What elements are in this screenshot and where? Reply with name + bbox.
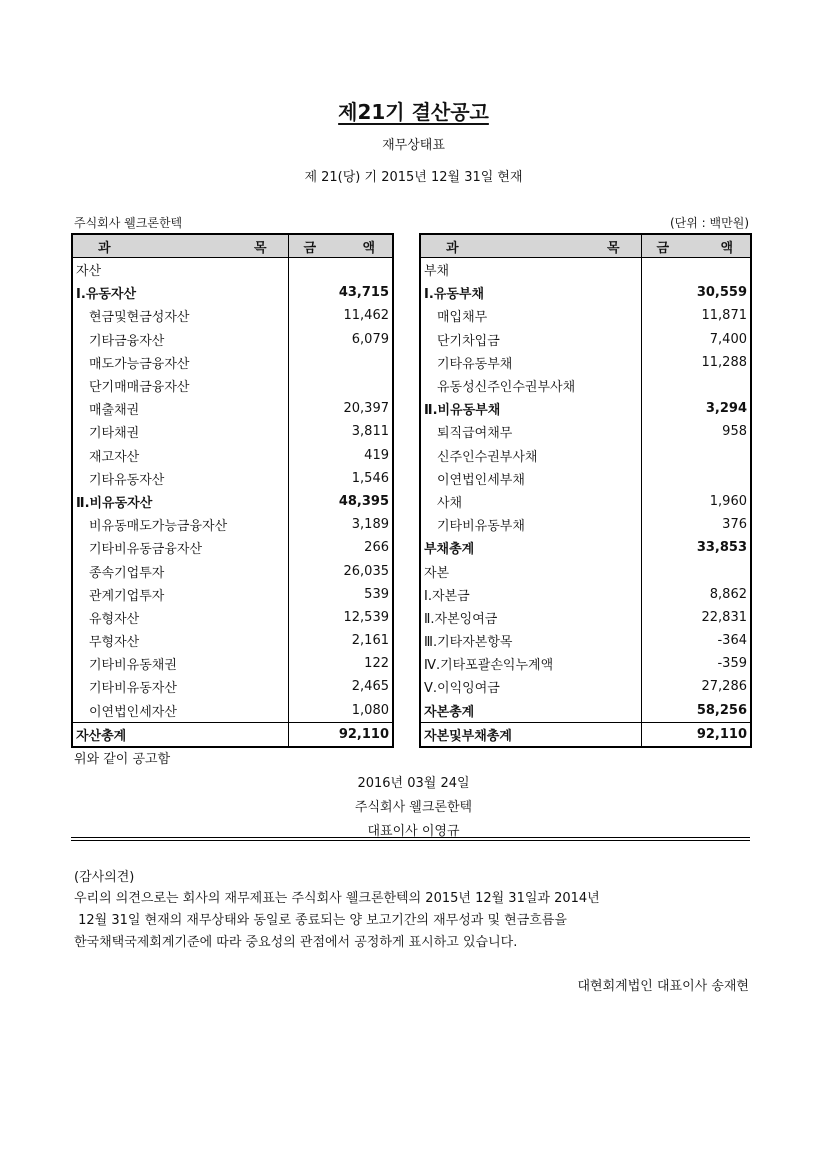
row-amount: 376 xyxy=(641,513,751,536)
row-amount: 122 xyxy=(288,652,393,675)
audit-line: 12월 31일 현재의 재무상태와 동일로 종료되는 양 보고기간의 재무성과 및 현금흐름을 xyxy=(74,913,567,928)
table-row xyxy=(72,258,393,282)
table-row xyxy=(420,420,751,443)
row-label: 매출채권 xyxy=(89,403,140,419)
row-amount: 2,161 xyxy=(288,629,393,652)
table-row xyxy=(72,722,393,747)
row-amount: 22,831 xyxy=(641,606,751,629)
divider xyxy=(71,840,750,841)
row-label: Ⅱ.자본잉여금 xyxy=(424,611,498,627)
row-label: Ⅱ.비유동자산 xyxy=(76,495,153,511)
table-row xyxy=(72,583,393,606)
row-label: 비유동매도가능금융자산 xyxy=(89,519,228,535)
row-label: Ⅲ.기타자본항목 xyxy=(424,635,513,651)
row-label: 자산 xyxy=(76,264,102,280)
table-row xyxy=(420,606,751,629)
row-amount xyxy=(641,374,751,397)
table-row xyxy=(72,490,393,513)
table-row xyxy=(72,304,393,327)
table-row xyxy=(72,444,393,467)
row-label: 사채 xyxy=(437,495,463,511)
row-label: 기타비유동금융자산 xyxy=(89,542,203,558)
company-name: 주식회사 웰크론한텍 xyxy=(74,216,183,230)
row-amount: 92,110 xyxy=(288,722,393,747)
row-label: 기타유동자산 xyxy=(89,472,165,488)
row-label: 단기차입금 xyxy=(437,333,500,349)
page-title: 제21기 결산공고 xyxy=(338,100,489,124)
table-row xyxy=(72,281,393,304)
table-row xyxy=(72,559,393,582)
table-row xyxy=(420,652,751,675)
table-row xyxy=(420,444,751,467)
row-amount: 11,462 xyxy=(288,304,393,327)
row-amount: 3,811 xyxy=(288,420,393,443)
row-amount: 30,559 xyxy=(641,281,751,304)
statement-name: 재무상태표 xyxy=(382,138,445,153)
row-amount: 58,256 xyxy=(641,699,751,723)
row-label: Ⅳ.기타포괄손익누계액 xyxy=(424,658,554,674)
unit-label: (단위 : 백만원) xyxy=(670,216,749,230)
row-amount: 48,395 xyxy=(288,490,393,513)
row-label: 매입채무 xyxy=(437,310,488,326)
audit-line: 우리의 의견으로는 회사의 재무제표는 주식회사 웰크론한텍의 2015년 12월 31일과 2014년 xyxy=(74,891,600,906)
row-label: 매도가능금융자산 xyxy=(89,356,190,372)
table-row xyxy=(72,652,393,675)
row-amount: -364 xyxy=(641,629,751,652)
audit-heading: (감사의견) xyxy=(74,870,135,885)
row-amount: 12,539 xyxy=(288,606,393,629)
table-header xyxy=(420,234,751,258)
row-label: 무형자산 xyxy=(89,635,140,651)
row-label: 자본총계 xyxy=(424,704,475,720)
table-row xyxy=(420,351,751,374)
table-row xyxy=(420,467,751,490)
row-label: 기타유동부채 xyxy=(437,356,513,372)
auditor-signature: 대현회계법인 대표이사 송재현 xyxy=(577,979,749,994)
table-header xyxy=(72,234,393,258)
row-label: 부채 xyxy=(424,264,450,280)
row-label: 이연법인세자산 xyxy=(89,704,177,720)
row-amount: 27,286 xyxy=(641,675,751,698)
table-row xyxy=(420,675,751,698)
row-label: 기타비유동자산 xyxy=(89,681,177,697)
table-row xyxy=(420,536,751,559)
row-amount: 1,080 xyxy=(288,699,393,723)
row-label: 이연법인세부채 xyxy=(437,472,525,488)
table-row xyxy=(72,397,393,420)
table-row xyxy=(420,699,751,723)
row-amount: 6,079 xyxy=(288,328,393,351)
table-row xyxy=(72,536,393,559)
row-amount: 26,035 xyxy=(288,559,393,582)
row-amount: 8,862 xyxy=(641,583,751,606)
row-amount: 3,294 xyxy=(641,397,751,420)
row-label: Ⅴ.이익잉여금 xyxy=(424,681,500,697)
row-amount: 2,465 xyxy=(288,675,393,698)
announcement-text: 위와 같이 공고함 xyxy=(74,752,171,767)
item-header: 과 목 xyxy=(420,234,641,258)
item-header: 과 목 xyxy=(72,234,288,258)
row-amount xyxy=(288,351,393,374)
row-amount: 539 xyxy=(288,583,393,606)
row-label: 자본 xyxy=(424,565,450,581)
row-amount: 7,400 xyxy=(641,328,751,351)
row-amount: 20,397 xyxy=(288,397,393,420)
row-label: 자산총계 xyxy=(72,722,288,747)
table-row xyxy=(72,699,393,723)
row-label: 기타금융자산 xyxy=(89,333,165,349)
statement-period: 제 21(당) 기 2015년 12월 31일 현재 xyxy=(304,170,523,185)
table-row xyxy=(72,328,393,351)
assets-table xyxy=(71,233,394,748)
row-label: 단기매매금융자산 xyxy=(89,380,190,396)
announcement-date: 2016년 03월 24일 xyxy=(357,776,470,791)
row-amount: 11,871 xyxy=(641,304,751,327)
table-row xyxy=(72,629,393,652)
row-label: 퇴직급여채무 xyxy=(437,426,513,442)
table-row xyxy=(420,559,751,582)
row-label: Ⅱ.비유동부채 xyxy=(424,403,501,419)
audit-opinion xyxy=(74,888,764,954)
row-label: 유동성신주인수권부사채 xyxy=(437,380,576,396)
table-row xyxy=(72,675,393,698)
row-amount xyxy=(641,467,751,490)
row-amount: 3,189 xyxy=(288,513,393,536)
row-amount: 92,110 xyxy=(641,722,751,747)
row-amount: 958 xyxy=(641,420,751,443)
table-row xyxy=(420,397,751,420)
table-row xyxy=(72,374,393,397)
row-amount: 266 xyxy=(288,536,393,559)
row-amount: 1,960 xyxy=(641,490,751,513)
row-label: 기타비유동부채 xyxy=(437,519,525,535)
liabilities-equity-table xyxy=(419,233,752,748)
row-amount: 43,715 xyxy=(288,281,393,304)
table-row xyxy=(420,374,751,397)
row-label: 유형자산 xyxy=(89,611,140,627)
table-row xyxy=(420,629,751,652)
row-label: 부채총계 xyxy=(424,542,475,558)
signature-ceo: 대표이사 이영규 xyxy=(367,824,460,839)
row-amount: 11,288 xyxy=(641,351,751,374)
row-label: Ⅰ.유동부채 xyxy=(424,287,485,303)
table-row xyxy=(420,513,751,536)
table-row xyxy=(72,606,393,629)
row-amount: 33,853 xyxy=(641,536,751,559)
table-row xyxy=(72,420,393,443)
table-row xyxy=(72,513,393,536)
row-label: 기타비유동채권 xyxy=(89,658,177,674)
row-label: 종속기업투자 xyxy=(89,565,165,581)
row-label: 현금및현금성자산 xyxy=(89,310,190,326)
row-amount: 1,546 xyxy=(288,467,393,490)
amount-header: 금 액 xyxy=(288,234,393,258)
row-label: 신주인수권부사채 xyxy=(437,449,538,465)
row-amount: -359 xyxy=(641,652,751,675)
divider xyxy=(71,837,750,838)
row-amount xyxy=(288,258,393,282)
row-label: Ⅰ.자본금 xyxy=(424,588,470,604)
table-row xyxy=(420,490,751,513)
signature-company: 주식회사 웰크론한텍 xyxy=(354,800,473,815)
table-row xyxy=(420,281,751,304)
row-label: 재고자산 xyxy=(89,449,140,465)
table-row xyxy=(420,722,751,747)
row-label: 자본및부채총계 xyxy=(420,722,641,747)
amount-header: 금 액 xyxy=(641,234,751,258)
table-row xyxy=(420,328,751,351)
row-amount: 419 xyxy=(288,444,393,467)
audit-line: 한국채택국제회계기준에 따라 중요성의 관점에서 공정하게 표시하고 있습니다. xyxy=(74,935,518,950)
table-row xyxy=(72,351,393,374)
row-label: 기타채권 xyxy=(89,426,140,442)
table-row xyxy=(420,258,751,282)
row-amount xyxy=(641,444,751,467)
row-amount xyxy=(641,258,751,282)
row-label: Ⅰ.유동자산 xyxy=(76,287,137,303)
table-row xyxy=(420,304,751,327)
row-amount xyxy=(288,374,393,397)
row-label: 관계기업투자 xyxy=(89,588,165,604)
row-amount xyxy=(641,559,751,582)
table-row xyxy=(72,467,393,490)
table-row xyxy=(420,583,751,606)
